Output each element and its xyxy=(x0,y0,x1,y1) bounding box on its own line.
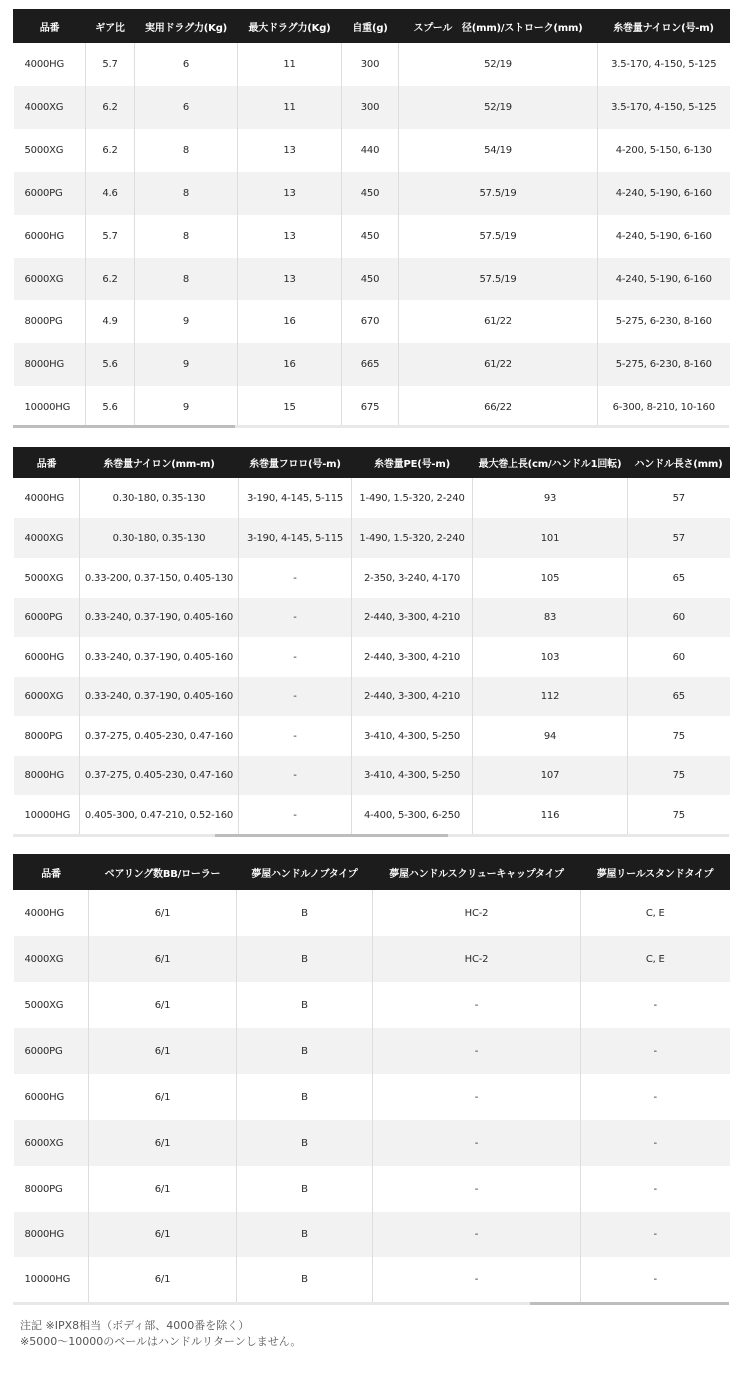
table-cell: 4.6 xyxy=(86,172,135,215)
table-cell: 75 xyxy=(628,756,730,795)
table-cell: 6.2 xyxy=(86,86,135,129)
table-cell: 0.33-240, 0.37-190, 0.405-160 xyxy=(80,598,239,637)
table-cell: 16 xyxy=(238,300,342,343)
table-cell: 3-190, 4-145, 5-115 xyxy=(239,478,352,518)
table-cell: 2-350, 3-240, 4-170 xyxy=(352,558,473,598)
table-cell: 6-300, 8-210, 10-160 xyxy=(612,401,715,413)
table-row xyxy=(14,1028,730,1074)
table-cell: 450 xyxy=(342,258,399,300)
table-cell: 66/22 xyxy=(399,386,598,428)
table-cell: - xyxy=(653,1274,657,1285)
model-cell: 8000HG xyxy=(14,343,86,386)
table-cell: - xyxy=(653,999,657,1011)
table-cell: 5-275, 6-230, 8-160 xyxy=(598,343,730,386)
table-row xyxy=(14,215,730,258)
table-cell: 6 xyxy=(135,43,238,86)
table-cell: 4-200, 5-150, 6-130 xyxy=(615,145,712,156)
table-cell: 0.30-180, 0.35-130 xyxy=(80,518,239,558)
spec-table-1-wrapper xyxy=(13,9,729,428)
table-cell: HC-2 xyxy=(373,890,581,936)
table-cell: 440 xyxy=(342,129,399,172)
table-cell: - xyxy=(239,637,352,677)
table-body xyxy=(14,43,730,428)
table-cell: 6/1 xyxy=(89,1257,237,1302)
model-cell: 8000PG xyxy=(14,716,80,756)
model-cell: 8000HG xyxy=(14,756,80,795)
table-cell: - xyxy=(653,1183,657,1195)
table-row xyxy=(14,129,730,172)
table-cell: 8 xyxy=(135,172,238,215)
table-cell: - xyxy=(373,1257,581,1302)
table-cell: 6/1 xyxy=(89,1212,237,1257)
table-cell: 11 xyxy=(238,86,342,129)
table-row xyxy=(14,637,730,677)
table-cell: 0.30-180, 0.35-130 xyxy=(80,478,239,518)
scrollbar-thumb[interactable] xyxy=(13,425,235,428)
spec-table-basic xyxy=(13,9,730,428)
table-row xyxy=(14,43,730,86)
table-cell: 65 xyxy=(628,677,730,716)
model-cell: 5000XG xyxy=(14,982,89,1028)
table-cell: 2-440, 3-300, 4-210 xyxy=(352,598,473,637)
table-cell: B xyxy=(237,1028,373,1074)
table-cell: 5.6 xyxy=(86,386,135,428)
table-cell: 5.7 xyxy=(86,43,135,86)
spec-table-2-wrapper xyxy=(13,447,729,835)
table-row xyxy=(14,518,730,558)
table-cell: B xyxy=(237,982,373,1028)
table-cell: 6/1 xyxy=(89,1120,237,1166)
model-cell: 6000PG xyxy=(14,172,86,215)
table-cell: 5-275, 6-230, 8-160 xyxy=(615,316,712,327)
column-header: 糸巻量PE(号-m) xyxy=(352,447,473,478)
table-cell: 11 xyxy=(238,43,342,86)
table-cell: 0.405-300, 0.47-210, 0.52-160 xyxy=(80,795,239,835)
table-cell: 1-490, 1.5-320, 2-240 xyxy=(352,478,473,518)
table-cell: 0.33-200, 0.37-150, 0.405-130 xyxy=(80,558,239,598)
table-cell: 300 xyxy=(342,43,399,86)
table-cell: 3-410, 4-300, 5-250 xyxy=(352,716,473,756)
table-row xyxy=(14,300,730,343)
spec-table-parts xyxy=(13,854,730,1302)
table-cell: 112 xyxy=(473,677,628,716)
table-cell: 665 xyxy=(342,343,399,386)
scrollbar-thumb[interactable] xyxy=(215,834,448,837)
column-header: ハンドル長さ(mm) xyxy=(628,447,730,478)
model-cell: 4000XG xyxy=(14,518,80,558)
table-header xyxy=(14,9,730,43)
table-cell: 3.5-170, 4-150, 5-125 xyxy=(598,86,730,129)
model-cell: 4000XG xyxy=(14,86,86,129)
table-cell: 4-240, 5-190, 6-160 xyxy=(615,231,712,242)
column-header: スプール 径(mm)/ストローク(mm) xyxy=(399,9,598,43)
table-header xyxy=(14,447,730,478)
table-cell: 54/19 xyxy=(399,129,598,172)
table-cell: 5.6 xyxy=(86,343,135,386)
table-cell: - xyxy=(373,1074,581,1120)
table-cell: 0.37-275, 0.405-230, 0.47-160 xyxy=(80,756,239,795)
table-cell: 6.2 xyxy=(86,129,135,172)
table-cell: B xyxy=(237,1120,373,1166)
table-cell: 1-490, 1.5-320, 2-240 xyxy=(352,518,473,558)
table-cell: 6/1 xyxy=(89,936,237,982)
model-cell: 6000HG xyxy=(14,1074,89,1120)
table-row xyxy=(14,1074,730,1120)
footnote-bail-return: ※5000〜10000のベールはハンドルリターンしません。 xyxy=(20,1335,302,1348)
column-header: 品番 xyxy=(14,9,86,43)
model-cell: 6000HG xyxy=(14,637,80,677)
model-cell: 6000PG xyxy=(14,598,80,637)
table-cell: B xyxy=(237,1257,373,1302)
table-cell: 57 xyxy=(672,492,685,504)
table-cell: 105 xyxy=(473,558,628,598)
table-cell: 450 xyxy=(342,215,399,258)
table-cell: 52/19 xyxy=(399,43,598,86)
table-cell: - xyxy=(239,756,352,795)
table-cell: 57 xyxy=(628,518,730,558)
table-cell: - xyxy=(239,716,352,756)
model-cell: 10000HG xyxy=(14,1257,89,1302)
model-cell: 8000PG xyxy=(14,1166,89,1212)
table-cell: 6/1 xyxy=(89,982,237,1028)
model-cell: 8000HG xyxy=(14,1212,89,1257)
footnote-waterproof: 注記 ※IPX8相当（ボディ部、4000番を除く） xyxy=(20,1319,250,1332)
table-3-scrollbar[interactable] xyxy=(13,1302,729,1305)
table-body xyxy=(14,890,730,1302)
table-cell: 2-440, 3-300, 4-210 xyxy=(352,677,473,716)
table-cell: 9 xyxy=(135,300,238,343)
table-cell: 6 xyxy=(135,86,238,129)
table-cell: 13 xyxy=(238,258,342,300)
table-cell: HC-2 xyxy=(373,936,581,982)
table-cell: 3-190, 4-145, 5-115 xyxy=(239,518,352,558)
column-header: 糸巻量ナイロン(mm-m) xyxy=(80,447,239,478)
column-header: 夢屋リールスタンドタイプ xyxy=(581,854,730,890)
table-cell: - xyxy=(581,1028,730,1074)
table-cell: 16 xyxy=(238,343,342,386)
table-row xyxy=(14,172,730,215)
table-row xyxy=(14,1257,730,1302)
model-cell: 5000XG xyxy=(14,129,86,172)
table-cell: 116 xyxy=(473,795,628,835)
table-row xyxy=(14,795,730,835)
table-cell: C, E xyxy=(645,907,665,919)
model-cell: 10000HG xyxy=(14,795,80,835)
table-cell: B xyxy=(237,1166,373,1212)
table-cell: B xyxy=(237,1212,373,1257)
table-row xyxy=(14,982,730,1028)
table-cell: 13 xyxy=(238,129,342,172)
table-row xyxy=(14,258,730,300)
table-row xyxy=(14,936,730,982)
column-header: 品番 xyxy=(14,447,80,478)
table-cell: - xyxy=(373,982,581,1028)
column-header: ギア比 xyxy=(86,9,135,43)
table-cell: - xyxy=(239,598,352,637)
table-cell: 8 xyxy=(135,129,238,172)
table-cell: 3-410, 4-300, 5-250 xyxy=(352,756,473,795)
table-cell: 103 xyxy=(473,637,628,677)
scrollbar-thumb[interactable] xyxy=(530,1302,729,1305)
table-row xyxy=(14,1166,730,1212)
table-cell: 101 xyxy=(473,518,628,558)
spec-table-3-wrapper xyxy=(13,854,729,1302)
table-row xyxy=(14,386,730,428)
table-cell: - xyxy=(373,1166,581,1212)
table-cell: 0.33-240, 0.37-190, 0.405-160 xyxy=(80,637,239,677)
table-cell: 6/1 xyxy=(89,1028,237,1074)
table-cell: 13 xyxy=(238,172,342,215)
model-cell: 6000PG xyxy=(14,1028,89,1074)
table-cell: - xyxy=(653,1091,657,1103)
table-cell: 5.7 xyxy=(86,215,135,258)
table-cell: - xyxy=(581,1212,730,1257)
model-cell: 10000HG xyxy=(14,386,86,428)
table-cell: B xyxy=(237,936,373,982)
table-cell: 61/22 xyxy=(399,300,598,343)
table-row xyxy=(14,677,730,716)
table-cell: 107 xyxy=(473,756,628,795)
table-cell: 60 xyxy=(628,598,730,637)
table-cell: 6/1 xyxy=(89,1074,237,1120)
table-cell: 75 xyxy=(672,809,685,821)
table-cell: 450 xyxy=(342,172,399,215)
table-cell: 9 xyxy=(135,386,238,428)
table-cell: 9 xyxy=(135,343,238,386)
table-cell: 670 xyxy=(342,300,399,343)
table-cell: 0.33-240, 0.37-190, 0.405-160 xyxy=(80,677,239,716)
table-row xyxy=(14,1212,730,1257)
table-row xyxy=(14,558,730,598)
table-cell: 2-440, 3-300, 4-210 xyxy=(352,637,473,677)
model-cell: 8000PG xyxy=(14,300,86,343)
table-row xyxy=(14,86,730,129)
table-cell: 57.5/19 xyxy=(399,258,598,300)
table-cell: B xyxy=(237,1074,373,1120)
model-cell: 6000HG xyxy=(14,215,86,258)
column-header: 品番 xyxy=(14,854,89,890)
column-header: 最大巻上長(cm/ハンドル1回転) xyxy=(473,447,628,478)
model-cell: 4000HG xyxy=(14,43,86,86)
column-header: 糸巻量フロロ(号-m) xyxy=(239,447,352,478)
column-header: 実用ドラグ力(Kg) xyxy=(135,9,238,43)
table-cell: 300 xyxy=(342,86,399,129)
model-cell: 6000XG xyxy=(14,1120,89,1166)
model-cell: 6000XG xyxy=(14,677,80,716)
table-cell: - xyxy=(373,1028,581,1074)
table-cell: 61/22 xyxy=(399,343,598,386)
table-cell: B xyxy=(237,890,373,936)
table-cell: - xyxy=(239,677,352,716)
table-cell: 65 xyxy=(672,572,685,584)
model-cell: 4000HG xyxy=(14,890,89,936)
footnotes xyxy=(20,1318,301,1350)
table-cell: 6/1 xyxy=(89,890,237,936)
table-cell: 93 xyxy=(473,478,628,518)
table-cell: 60 xyxy=(672,651,685,663)
table-body xyxy=(14,478,730,835)
table-cell: 3.5-170, 4-150, 5-125 xyxy=(611,59,717,70)
table-cell: - xyxy=(373,1120,581,1166)
table-cell: 6/1 xyxy=(89,1166,237,1212)
table-header xyxy=(14,854,730,890)
table-row xyxy=(14,343,730,386)
table-cell: 83 xyxy=(473,598,628,637)
model-cell: 4000HG xyxy=(14,478,80,518)
model-cell: 6000XG xyxy=(14,258,86,300)
table-cell: - xyxy=(239,795,352,835)
table-cell: 13 xyxy=(238,215,342,258)
table-cell: 8 xyxy=(135,258,238,300)
table-1-scrollbar[interactable] xyxy=(13,425,729,428)
table-row xyxy=(14,1120,730,1166)
column-header: 糸巻量ナイロン(号-m) xyxy=(598,9,730,43)
table-row xyxy=(14,890,730,936)
table-cell: - xyxy=(239,558,352,598)
table-row xyxy=(14,598,730,637)
model-cell: 4000XG xyxy=(14,936,89,982)
spec-table-line-capacity xyxy=(13,447,730,835)
table-cell: 4-400, 5-300, 6-250 xyxy=(352,795,473,835)
table-cell: 94 xyxy=(473,716,628,756)
table-cell: 52/19 xyxy=(399,86,598,129)
table-cell: 75 xyxy=(672,730,685,742)
table-2-scrollbar[interactable] xyxy=(13,834,729,837)
column-header: 自重(g) xyxy=(342,9,399,43)
table-cell: 4.9 xyxy=(86,300,135,343)
model-cell: 5000XG xyxy=(14,558,80,598)
table-cell: 0.37-275, 0.405-230, 0.47-160 xyxy=(80,716,239,756)
table-row xyxy=(14,756,730,795)
table-cell: 15 xyxy=(238,386,342,428)
table-cell: - xyxy=(581,1120,730,1166)
table-cell: 4-240, 5-190, 6-160 xyxy=(598,258,730,300)
table-cell: 675 xyxy=(342,386,399,428)
column-header: 夢屋ハンドルスクリューキャップタイプ xyxy=(373,854,581,890)
table-row xyxy=(14,478,730,518)
table-row xyxy=(14,716,730,756)
table-cell: 8 xyxy=(135,215,238,258)
column-header: 夢屋ハンドルノブタイプ xyxy=(237,854,373,890)
table-cell: 6.2 xyxy=(86,258,135,300)
table-cell: 4-240, 5-190, 6-160 xyxy=(598,172,730,215)
table-cell: 57.5/19 xyxy=(399,172,598,215)
table-cell: C, E xyxy=(581,936,730,982)
table-cell: 57.5/19 xyxy=(399,215,598,258)
column-header: ベアリング数BB/ローラー xyxy=(89,854,237,890)
table-cell: - xyxy=(373,1212,581,1257)
column-header: 最大ドラグ力(Kg) xyxy=(238,9,342,43)
